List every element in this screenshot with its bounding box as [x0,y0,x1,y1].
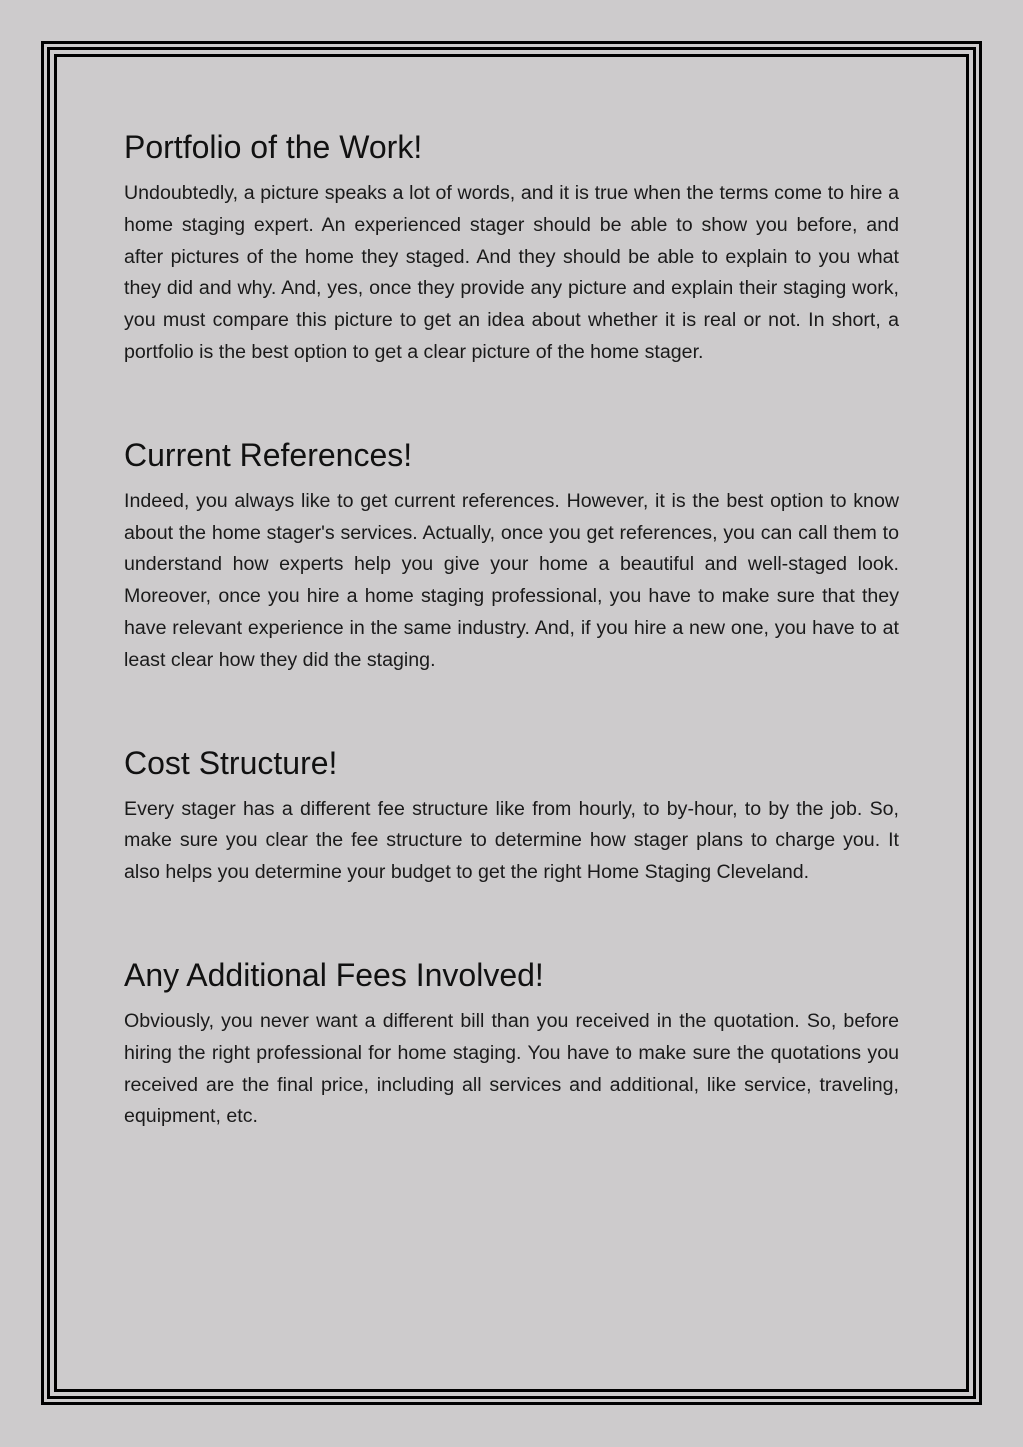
section-heading-references: Current References! [124,436,413,473]
section-paragraph-references: Indeed, you always like to get current references. However, it is the best option to know about the home stager's services. Actually, once you get references, you can call them to understand how experts help you give your home a beautiful and well-staged look. Moreover, once you hire a home staging professional, you have to make sure that they have relevant experience in the same industry. And, if you hire a new one, you have to at least clear how they did the staging. [124,489,899,671]
section-portfolio [124,124,899,369]
section-paragraph-portfolio: Undoubtedly, a picture speaks a lot of words, and it is true when the terms come to hire a home staging expert. An experienced stager should be able to show you before, and after pictures of the home they staged. And they should be able to explain to you what they did and why. And, yes, once they provide any picture and explain their staging work, you must compare this picture to get an idea about whether it is real or not. In short, a portfolio is the best option to get a clear picture of the home stager. [124,182,899,363]
section-heading-cost-structure: Cost Structure! [124,744,338,781]
section-cost-structure [124,740,899,889]
section-heading-portfolio: Portfolio of the Work! [124,129,423,165]
section-additional-fees [124,952,899,1133]
section-references [124,432,899,677]
document-body [124,124,899,1133]
section-paragraph-additional-fees: Obviously, you never want a different bill than you received in the quotation. So, before hiring the right professional for home staging. You have to make sure the quotations you received are the final price, including all services and additional, like service, traveling, equipment, etc. [124,1009,899,1128]
section-heading-additional-fees: Any Additional Fees Involved! [124,956,544,993]
section-paragraph-cost-structure: Every stager has a different fee structure like from hourly, to by-hour, to by the job. So, make sure you clear the fee structure to determine how stager plans to charge you. It also helps you determine your budget to get the right Home Staging Cleveland. [124,797,899,884]
